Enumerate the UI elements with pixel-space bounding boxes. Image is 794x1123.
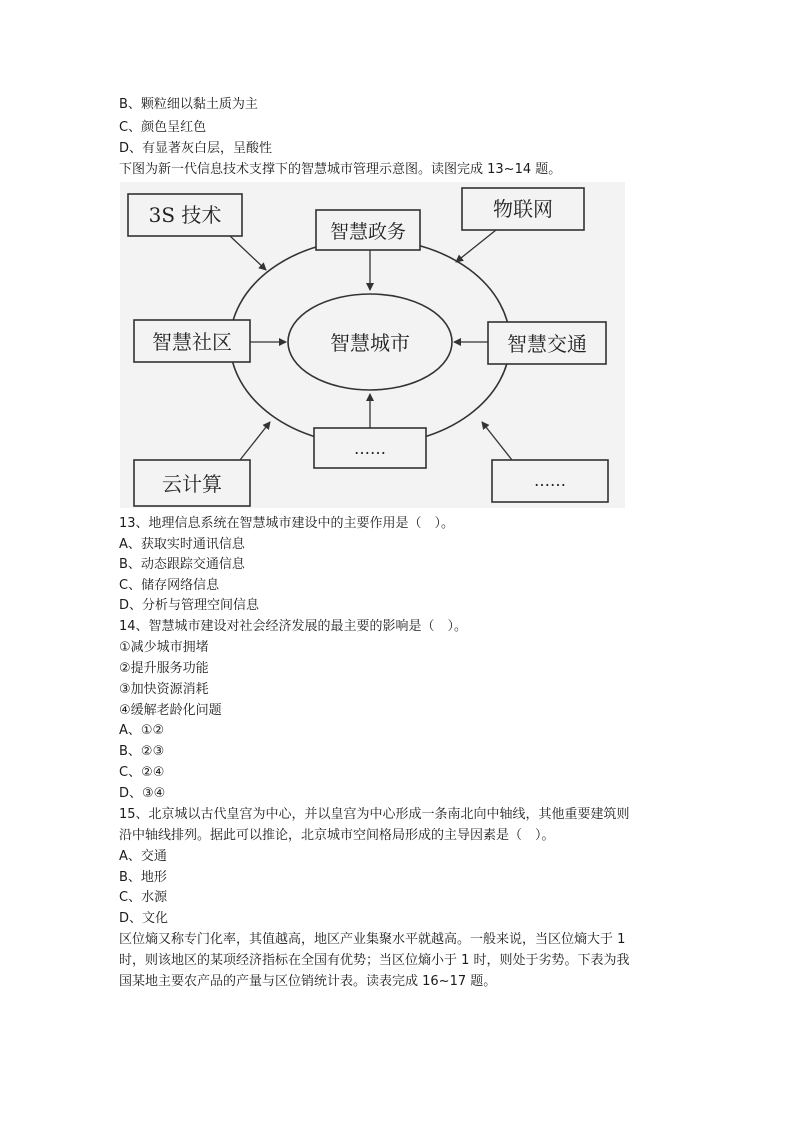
prev-option-b: B、颗粒细以黏土质为主 [119, 97, 258, 112]
q14-option-b: B、②③ [119, 744, 165, 759]
q13-option-b: B、动态跟踪交通信息 [119, 557, 245, 572]
intro-16-17-line3: 国某地主要农产品的产量与区位销统计表。读表完成 16~17 题。 [119, 974, 497, 989]
q15-option-b: B、地形 [119, 870, 167, 885]
q13-stem: 13、地理信息系统在智慧城市建设中的主要作用是（ ）。 [119, 516, 455, 531]
box-left-label: 智慧社区 [152, 330, 232, 354]
box-top-right-label: 物联网 [493, 197, 553, 221]
q14-option-a: A、①② [119, 723, 165, 738]
q14-option-d: D、③④ [119, 786, 166, 801]
q13-option-a: A、获取实时通讯信息 [119, 537, 245, 552]
intro-13-14: 下图为新一代信息技术支撑下的智慧城市管理示意图。读图完成 13~14 题。 [119, 162, 562, 177]
arrow-bottom-right [482, 422, 512, 460]
prev-option-d: D、有显著灰白层，呈酸性 [119, 141, 273, 156]
q14-item-1: ①减少城市拥堵 [119, 640, 209, 655]
q15-stem-line2: 沿中轴线排列。据此可以推论，北京城市空间格局形成的主导因素是（ ）。 [119, 828, 555, 843]
q15-option-c: C、水源 [119, 890, 168, 905]
intro-16-17-line1: 区位熵又称专门化率，其值越高，地区产业集聚水平就越高。一般来说，当区位熵大于 1 [119, 932, 626, 947]
q14-item-4: ④缓解老龄化问题 [119, 703, 222, 718]
box-bottom-right-label: …… [534, 471, 566, 490]
q14-item-2: ②提升服务功能 [119, 661, 209, 676]
q14-item-3: ③加快资源消耗 [119, 682, 209, 697]
box-right-label: 智慧交通 [507, 332, 587, 356]
q15-stem-line1: 15、北京城以古代皇宫为中心，并以皇宫为中心形成一条南北向中轴线，其他重要建筑则 [119, 807, 630, 822]
center-label: 智慧城市 [330, 331, 410, 355]
box-bottom-label: …… [354, 439, 386, 458]
q15-option-a: A、交通 [119, 849, 167, 864]
q15-option-d: D、文化 [119, 911, 169, 926]
arrow-top-right [456, 230, 496, 262]
intro-16-17-line2: 时，则该地区的某项经济指标在全国有优势；当区位熵小于 1 时，则处于劣势。下表为我 [119, 953, 630, 968]
box-bottom-left-label: 云计算 [162, 472, 222, 496]
q13-option-c: C、储存网络信息 [119, 578, 220, 593]
arrow-top-left [230, 236, 266, 270]
box-top-left-label: 3S 技术 [148, 203, 222, 227]
arrow-bottom-left [240, 422, 270, 460]
q14-option-c: C、②④ [119, 765, 165, 780]
box-top-label: 智慧政务 [329, 221, 407, 243]
q14-stem: 14、智慧城市建设对社会经济发展的最主要的影响是（ ）。 [119, 619, 468, 634]
prev-option-c: C、颜色呈红色 [119, 120, 207, 135]
smart-city-diagram [120, 182, 625, 508]
q13-option-d: D、分析与管理空间信息 [119, 598, 260, 613]
